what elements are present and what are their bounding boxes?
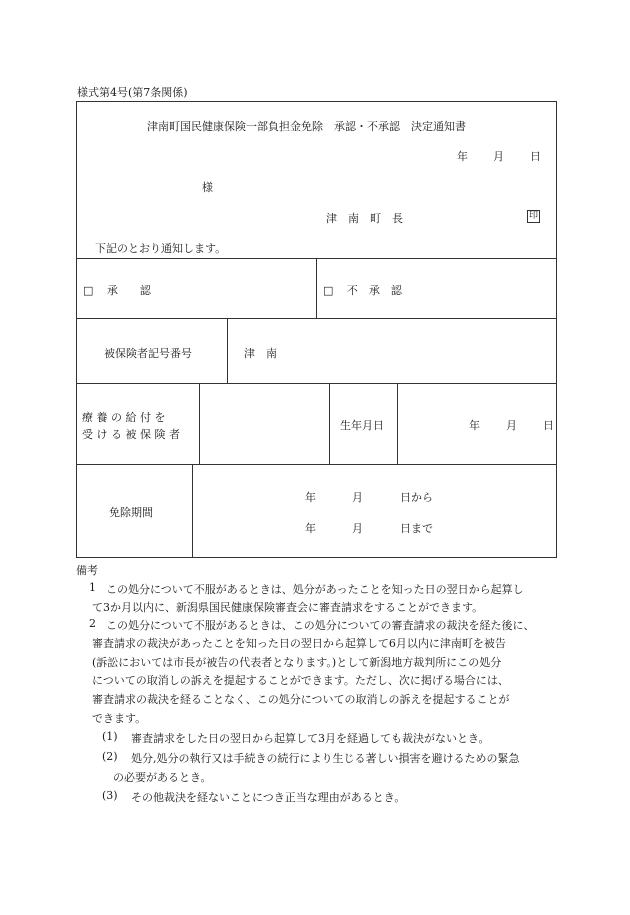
reject-checkbox-box: □	[323, 284, 334, 297]
issuer-name: 津 南 町 長	[326, 212, 403, 225]
reject-label: 不 承 認	[346, 284, 402, 297]
sub-item-2-number: (2)	[102, 750, 118, 763]
birth-year: 年	[469, 419, 480, 432]
sub-item-3-number: (3)	[102, 789, 118, 802]
remark-1-line-1: この処分について不服があるときは、処分があったことを知った日の翌日から起算し	[106, 583, 524, 596]
birthdate-label: 生年月日	[340, 419, 384, 432]
sub-item-2-line-2: の必要があるとき。	[113, 771, 212, 784]
approve-checkbox[interactable]	[83, 282, 151, 298]
document-title: 津南町国民健康保険一部負担金免除 承認・不承認 決定通知書	[147, 120, 466, 133]
birth-month: 月	[506, 419, 517, 432]
seal-mark: 印	[528, 211, 538, 221]
exemption-label: 免除期間	[109, 506, 153, 519]
remark-2-line-4: についての取消しの訴えを提起することができます。ただし、次に掲げる場合には、	[92, 674, 509, 687]
remark-2-number: 2	[89, 617, 96, 630]
remark-2-line-1: この処分について不服があるときは、この処分についての審査請求の裁決を経た後に、	[106, 619, 535, 632]
approve-checkbox-box: □	[83, 284, 94, 297]
form-number: 様式第4号(第7条関係)	[77, 86, 188, 99]
to-day: 日まで	[400, 522, 433, 535]
addressee-sama: 様	[202, 181, 213, 194]
remark-2-line-2: 審査請求の裁決があったことを知った日の翌日から起算して6月以内に津南町を被告	[92, 637, 506, 650]
recipient-label-line1: 療 養 の 給 付 を	[82, 411, 166, 424]
insured-number-value: 津 南	[244, 347, 277, 360]
to-year: 年	[305, 522, 316, 535]
remarks-heading: 備考	[76, 564, 98, 577]
decision-divider	[316, 258, 317, 319]
birth-day: 日	[543, 419, 554, 432]
sub-item-2-line-1: 処分,処分の執行又は手続きの続行により生じる著しい損害を避けるための緊急	[131, 752, 520, 765]
date-day: 日	[530, 150, 541, 163]
to-month: 月	[352, 522, 363, 535]
from-day: 日から	[400, 491, 433, 504]
remark-2-line-3: (訴訟においては市長が被告の代表者となります。)として新潟地方裁判所にこの処分	[92, 656, 502, 669]
recipient-divider-1	[199, 383, 200, 465]
recipient-label-line2: 受 け る 被 保 険 者	[82, 428, 180, 441]
exemption-divider	[192, 464, 193, 558]
recipient-divider-3	[397, 383, 398, 465]
remark-2-line-5: 審査請求の裁決を経ることなく、この処分についての取消しの訴えを提起することが	[92, 693, 510, 706]
insured-number-divider	[227, 318, 228, 384]
date-month: 月	[493, 150, 504, 163]
remark-1-number: 1	[89, 581, 96, 594]
remark-1-line-2: て3か月以内に、新潟県国民健康保険審査会に審査請求をすることができます。	[92, 601, 484, 614]
date-year: 年	[457, 150, 468, 163]
remark-2-line-6: できます。	[92, 712, 147, 725]
from-year: 年	[305, 491, 316, 504]
reject-checkbox[interactable]	[323, 282, 402, 298]
from-month: 月	[352, 491, 363, 504]
notice-text: 下記のとおり通知します。	[95, 242, 227, 255]
sub-item-3-text: その他裁決を経ないことにつき正当な理由があるとき。	[131, 791, 406, 804]
insured-number-label: 被保険者記号番号	[104, 347, 192, 360]
sub-item-1-text: 審査請求をした日の翌日から起算して3月を経過しても裁決がないとき。	[131, 732, 490, 745]
recipient-divider-2	[329, 383, 330, 465]
approve-label: 承 認	[106, 284, 151, 297]
sub-item-1-number: (1)	[102, 730, 118, 743]
